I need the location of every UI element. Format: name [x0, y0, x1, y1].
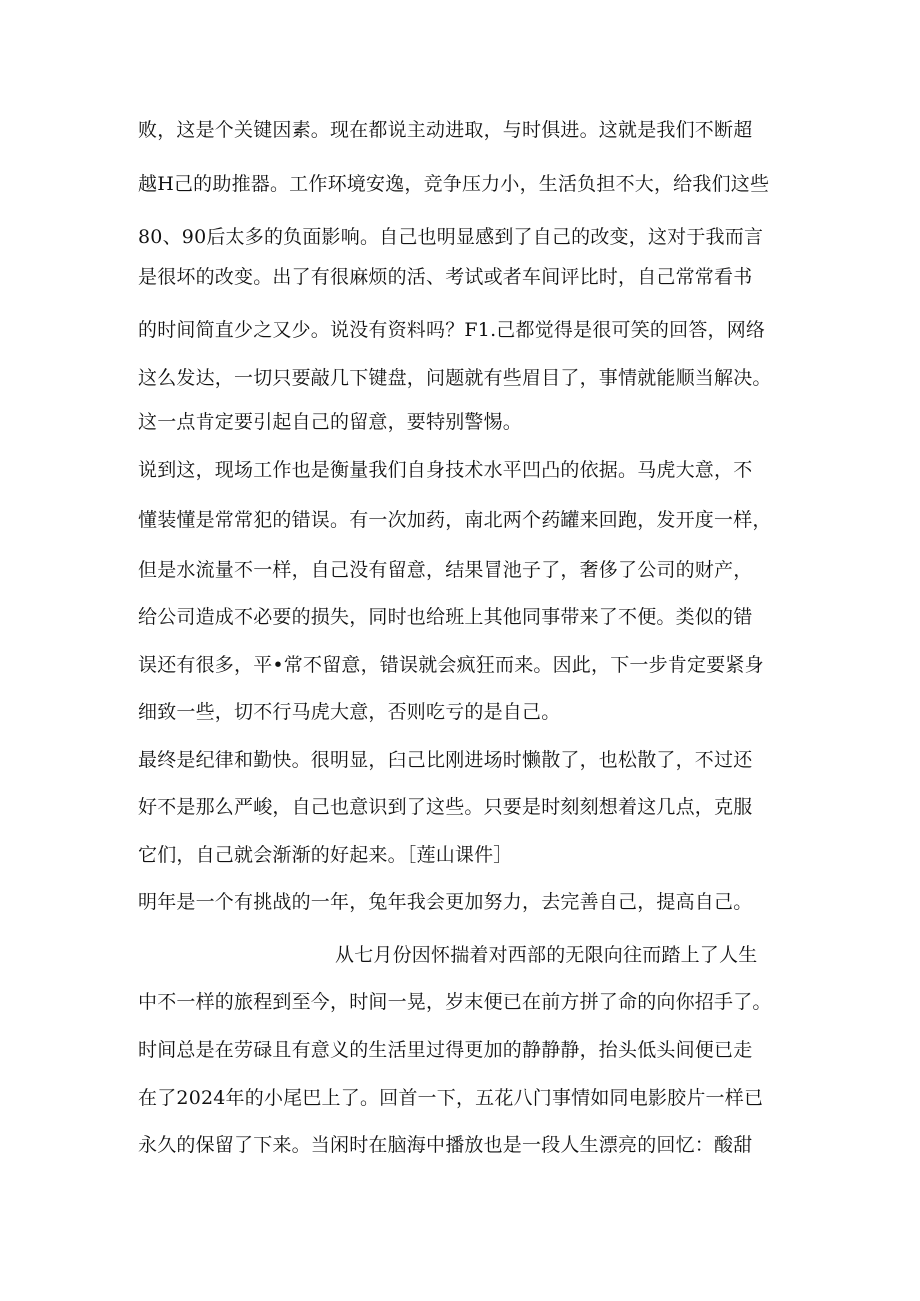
text-line: 细致一些，切不行马虎大意，否则吃亏的是自己。 — [138, 701, 561, 723]
text-line: 永久的保留了下来。当闲时在脑海中播放也是一段人生漂亮的回忆：酸甜 — [138, 1134, 753, 1156]
text-line: 这么发达，一切只要敲几下键盘，问题就有些眉目了，事情就能顺当解决。 — [138, 367, 772, 389]
text-line: 说到这，现场工作也是衡量我们自身技术水平凹凸的依据。马虎大意，不 — [138, 459, 753, 481]
text-line: 是很坏的改变。出了有很麻烦的活、考试或者车间评比时，自己常常看书 — [138, 266, 753, 288]
text-line: 的时间简直少之又少。说没有资料吗？F1.己都觉得是很可笑的回答，网络 — [138, 319, 766, 341]
text-line: 80、90后太多的负面影响。自己也明显感到了自己的改变，这对于我而言 — [138, 226, 764, 248]
text-line: 在了2024年的小尾巴上了。回首一下，五花八门事情如同电影胶片一样已 — [138, 1087, 764, 1109]
text-line-indented: 从七月份因怀揣着对西部的无限向往而踏上了人生 — [335, 944, 758, 966]
text-line: 时间总是在劳碌且有意义的生活里过得更加的静静静，抬头低头间便已走 — [138, 1039, 753, 1061]
text-line: 中不一样的旅程到至今，时间一晃，岁末便已在前方拼了命的向你招手了。 — [138, 991, 772, 1013]
text-line: 误还有很多，平•常不留意，错误就会疯狂而来。因此，下一步肯定要紧身 — [138, 654, 764, 676]
text-line: 它们，自己就会渐渐的好起来。［莲山课件］ — [138, 844, 513, 866]
text-line: 懂装懂是常常犯的错误。有一次加药，南北两个药罐来回跑，发开度一样， — [138, 509, 772, 531]
text-line: 越H己的助推器。工作环境安逸，竞争压力小，生活负担不大，给我们这些 — [138, 173, 770, 195]
text-line: 这一点肯定要引起自己的留意，要特别警惕。 — [138, 411, 523, 433]
text-line: 败，这是个关键因素。现在都说主动进取，与时俱进。这就是我们不断超 — [138, 119, 753, 141]
text-line: 明年是一个有挑战的一年，兔年我会更加努力，去完善自己，提高自己。 — [138, 891, 753, 913]
text-line: 好不是那么严峻，自己也意识到了这些。只要是时刻刻想着这几点，克服 — [138, 796, 753, 818]
text-line: 最终是纪律和勤快。很明显，臼己比刚进场时懒散了，也松散了，不过还 — [138, 749, 753, 771]
text-line: 但是水流量不一样，自己没有留意，结果冒池子了，奢侈了公司的财产， — [138, 559, 753, 581]
text-line: 给公司造成不必要的损失，同时也给班上其他同事带来了不便。类似的错 — [138, 606, 753, 628]
